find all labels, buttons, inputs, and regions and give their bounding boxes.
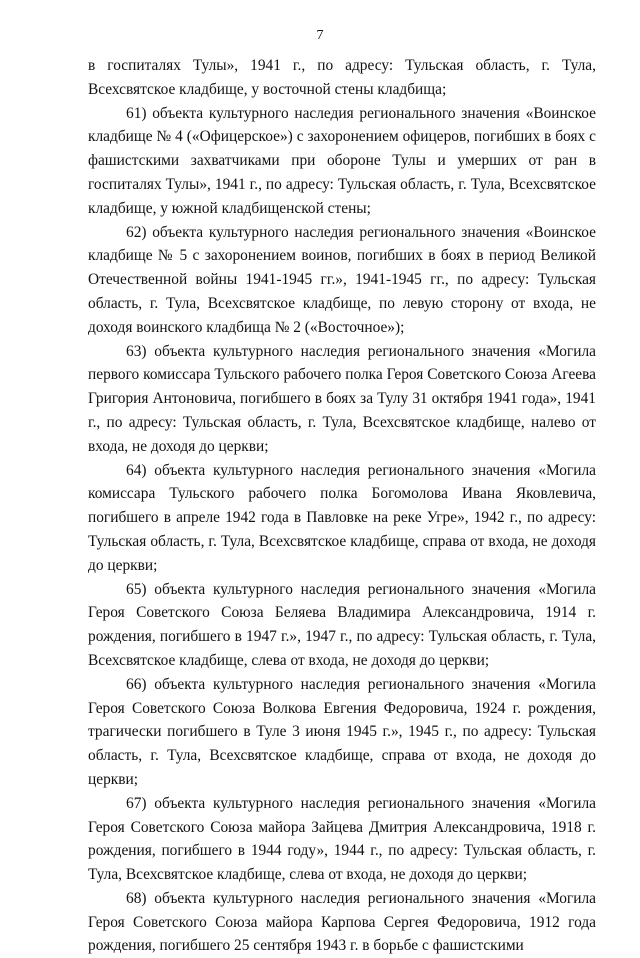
paragraph-item-62: 62) объекта культурного наследия регионального значения «Воинское кладбище № 5 с захоронением воинов, погибших в боях в период Великой Отечественной войны 1941-1945 гг.», 1941-1945 гг., по адресу: Тульская область, г. Тула, Всехсвятское кладбище, по левую сторону от входа, не доходя воинского кладбища № 2 («Восточное»);	[88, 223, 596, 336]
paragraph-item-68: 68) объекта культурного наследия регионального значения «Могила Героя Советского Союза майора Карпова Сергея Федоровича, 1912 года рождения, погибшего 25 сентября 1943 г. в борьбе с фашистскими	[88, 889, 596, 955]
paragraph-continuation: в госпиталях Тулы», 1941 г., по адресу: Тульская область, г. Тула, Всехсвятское кладбище, у восточной стены кладбища;	[88, 57, 596, 98]
paragraph-item-65: 65) объекта культурного наследия регионального значения «Могила Героя Советского Союза Беляева Владимира Александровича, 1914 г. рождения, погибшего в 1947 г.», 1947 г., по адресу: Тульская область, г. Тула, Всехсвятское кладбище, слева от входа, не доходя до церкви;	[88, 580, 596, 669]
document-body	[88, 54, 596, 958]
paragraph-item-66: 66) объекта культурного наследия регионального значения «Могила Героя Советского Союза Волкова Евгения Федоровича, 1924 г. рождения, трагически погибшего в Туле 3 июня 1945 г.», 1945 г., по адресу: Тульская область, г. Тула, Всехсвятское кладбище, справа от входа, не доходя до церкви;	[88, 675, 596, 788]
page-number: 7	[316, 28, 324, 43]
paragraph-item-64: 64) объекта культурного наследия регионального значения «Могила комиссара Тульского рабочего полка Богомолова Ивана Яковлевича, погибшего в апреле 1942 года в Павловке на реке Угре», 1942 г., по адресу: Тульская область, г. Тула, Всехсвятское кладбище, справа от входа, не доходя до церкви;	[88, 461, 596, 574]
paragraph-item-61: 61) объекта культурного наследия регионального значения «Воинское кладбище № 4 («Офицерское») с захоронением офицеров, погибших в боях с фашистскими захватчиками при обороне Тулы и умерших от ран в госпиталях Тулы», 1941 г., по адресу: Тульская область, г. Тула, Всехсвятское кладбище, у южной кладбищенской стены;	[88, 104, 596, 217]
paragraph-item-67: 67) объекта культурного наследия регионального значения «Могила Героя Советского Союза майора Зайцева Дмитрия Александровича, 1918 г. рождения, погибшего в 1944 году», 1944 г., по адресу: Тульская область, г. Тула, Всехсвятское кладбище, слева от входа, не доходя до церкви;	[88, 794, 596, 884]
paragraph-item-63: 63) объекта культурного наследия регионального значения «Могила первого комиссара Тульского рабочего полка Героя Советского Союза Агеева Григория Антоновича, погибшего в боях за Тулу 31 октября 1941 года», 1941 г., по адресу: Тульская область, г. Тула, Всехсвятское кладбище, налево от входа, не доходя до церкви;	[88, 342, 596, 455]
